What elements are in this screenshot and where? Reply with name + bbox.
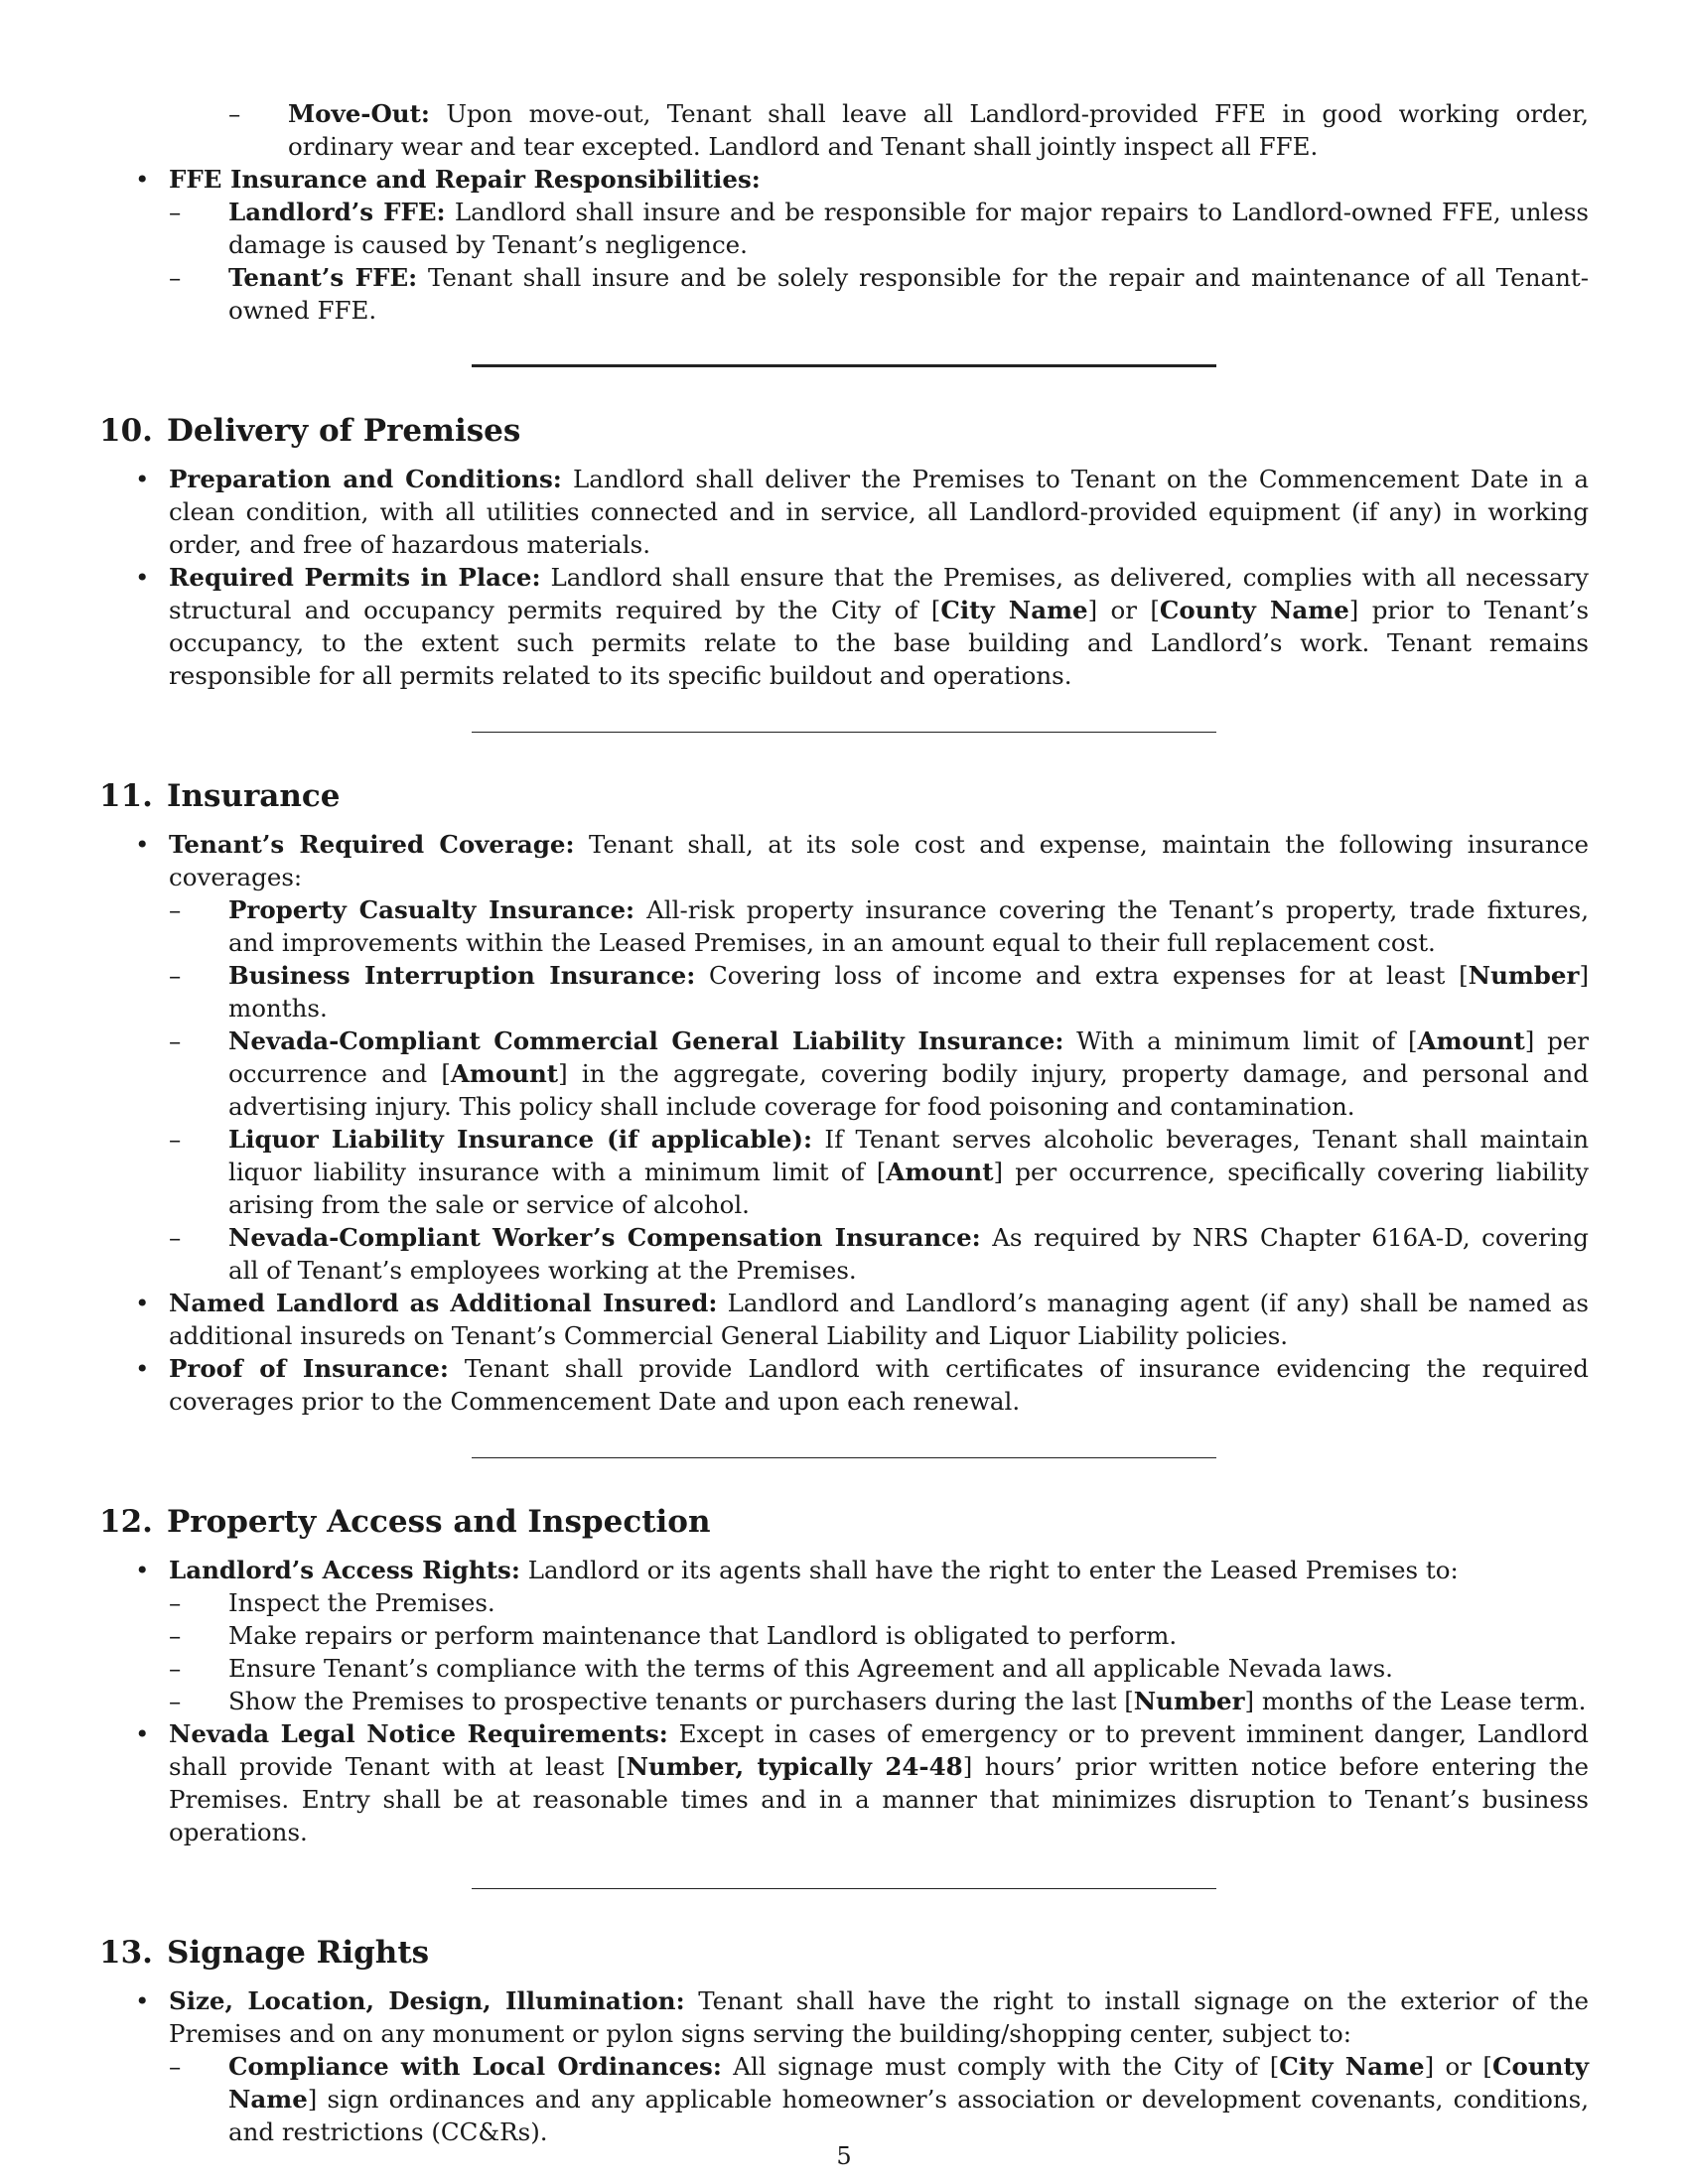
section-divider: [472, 364, 1216, 367]
list-item: – Show the Premises to prospective tenants or purchasers during the last [Number] months of the Lease term.: [169, 1685, 1589, 1717]
section-heading-10: 10. Delivery of Premises: [99, 413, 521, 449]
list-item: – Inspect the Premises.: [169, 1586, 1589, 1619]
section-10-list: [99, 463, 1589, 692]
list-item: – Liquor Liability Insurance (if applicable): If Tenant serves alcoholic beverages, Tenant shall maintain liquor liability insurance with a minimum limit of [Amount] per occurrence, specifically covering liability arising from the sale or service of alcohol.: [169, 1123, 1589, 1221]
section-divider: [472, 1888, 1216, 1889]
list-item: • Nevada Legal Notice Requirements: Except in cases of emergency or to prevent imminent danger, Landlord shall provide Tenant with at least [Number, typically 24-48] hours’ prior written notice before entering the Premises. Entry shall be at reasonable times and in a manner that minimizes disruption to Tenant’s business operations.: [99, 1717, 1589, 1848]
page-number: 5: [836, 2142, 852, 2170]
list-item: – Ensure Tenant’s compliance with the terms of this Agreement and all applicable Nevada laws.: [169, 1652, 1589, 1685]
list-item: – Make repairs or perform maintenance that Landlord is obligated to perform.: [169, 1619, 1589, 1652]
ffe-insurance-list: [99, 163, 1589, 327]
access-sublist: [169, 1586, 1589, 1717]
list-item: • Proof of Insurance: Tenant shall provide Landlord with certificates of insurance evidencing the required coverages prior to the Commencement Date and upon each renewal.: [99, 1352, 1589, 1418]
list-item: • Required Permits in Place: Landlord shall ensure that the Premises, as delivered, complies with all necessary structural and occupancy permits required by the City of [City Name] or [County Name] prior to Tenant’s occupancy, to the extent such permits relate to the base building and Landlord’s work. Tenant remains responsible for all permits related to its specific buildout and operations.: [99, 561, 1589, 692]
list-item: – Nevada-Compliant Commercial General Liability Insurance: With a minimum limit of [Amount] per occurrence and [Amount] in the aggregate, covering bodily injury, property damage, and personal and advertising injury. This policy shall include coverage for food poisoning and contamination.: [169, 1024, 1589, 1123]
list-item: – Compliance with Local Ordinances: All signage must comply with the City of [City Name] or [County Name] sign ordinances and any applicable homeowner’s association or development covenants, conditions, and restrictions (CC&Rs).: [169, 2050, 1589, 2148]
section-heading-11: 11. Insurance: [99, 778, 341, 814]
list-item: • Tenant’s Required Coverage: Tenant shall, at its sole cost and expense, maintain the following insurance coverages: – Property Casualty Insurance: All-risk property insurance covering the Tenant’s property, trade fixtures, and improvements within the Leased Premises, in an amount equal to their full replacement cost. – Business Interruption Insurance: Covering loss of income and extra expenses for at least [Number] months. – Nevada-Compliant Commercial General Liability Insurance: With a minimum limit of [Amount] per occurrence and [Amount] in the aggregate, covering bodily injury, property damage, and personal and advertising injury. This policy shall include coverage for food poisoning and contamination. – Liquor Liability Insurance (if applicable): If Tenant serves alcoholic beverages, Tenant shall maintain liquor liability insurance with a minimum limit of [Amount] per occurrence, specifically covering liability arising from the sale or service of alcohol. – Nevada-Compliant Worker’s Compensation Insurance: As required by NRS Chapter 616A-D, covering all of Tenant’s employees working at the Premises.: [99, 828, 1589, 1287]
section-divider: [472, 1457, 1216, 1458]
signage-sublist: [169, 2050, 1589, 2148]
section-13-list: [99, 1984, 1589, 2148]
list-item: • Preparation and Conditions: Landlord shall deliver the Premises to Tenant on the Commencement Date in a clean condition, with all utilities connected and in service, all Landlord-provided equipment (if any) in working order, and free of hazardous materials.: [99, 463, 1589, 561]
page-content: [99, 97, 1589, 2148]
list-item: • FFE Insurance and Repair Responsibilities: – Landlord’s FFE: Landlord shall insure and be responsible for major repairs to Landlord-owned FFE, unless damage is caused by Tenant’s negligence. – Tenant’s FFE: Tenant shall insure and be solely responsible for the repair and maintenance of all Tenant-owned FFE.: [99, 163, 1589, 327]
list-item: – Tenant’s FFE: Tenant shall insure and be solely responsible for the repair and maintenance of all Tenant-owned FFE.: [169, 261, 1589, 327]
ffe-sublist: [169, 196, 1589, 327]
list-item: – Nevada-Compliant Worker’s Compensation Insurance: As required by NRS Chapter 616A-D, covering all of Tenant’s employees working at the Premises.: [169, 1221, 1589, 1287]
section-heading-12: 12. Property Access and Inspection: [99, 1504, 711, 1540]
list-item: – Property Casualty Insurance: All-risk property insurance covering the Tenant’s property, trade fixtures, and improvements within the Leased Premises, in an amount equal to their full replacement cost.: [169, 893, 1589, 959]
section-11-list: [99, 828, 1589, 1418]
section-heading-13: 13. Signage Rights: [99, 1935, 430, 1971]
section-divider: [472, 732, 1216, 733]
ffe-move-out-list: [228, 97, 1589, 163]
coverage-sublist: [169, 893, 1589, 1287]
list-item: • Size, Location, Design, Illumination: Tenant shall have the right to install signage on the exterior of the Premises and on any monument or pylon signs serving the building/shopping center, subject to: – Compliance with Local Ordinances: All signage must comply with the City of [City Name] or [County Name] sign ordinances and any applicable homeowner’s association or development covenants, conditions, and restrictions (CC&Rs).: [99, 1984, 1589, 2148]
list-item: – Business Interruption Insurance: Covering loss of income and extra expenses for at least [Number] months.: [169, 959, 1589, 1024]
list-item: • Named Landlord as Additional Insured: Landlord and Landlord’s managing agent (if any) shall be named as additional insureds on Tenant’s Commercial General Liability and Liquor Liability policies.: [99, 1287, 1589, 1352]
list-item: • Landlord’s Access Rights: Landlord or its agents shall have the right to enter the Leased Premises to: – Inspect the Premises. – Make repairs or perform maintenance that Landlord is obligated to perform. – Ensure Tenant’s compliance with the terms of this Agreement and all applicable Nevada laws. – Show the Premises to prospective tenants or purchasers during the last [Number] months of the Lease term.: [99, 1554, 1589, 1717]
list-item: – Move-Out: Upon move-out, Tenant shall leave all Landlord-provided FFE in good working order, ordinary wear and tear excepted. Landlord and Tenant shall jointly inspect all FFE.: [228, 97, 1589, 163]
section-12-list: [99, 1554, 1589, 1848]
list-item: – Landlord’s FFE: Landlord shall insure and be responsible for major repairs to Landlord-owned FFE, unless damage is caused by Tenant’s negligence.: [169, 196, 1589, 261]
